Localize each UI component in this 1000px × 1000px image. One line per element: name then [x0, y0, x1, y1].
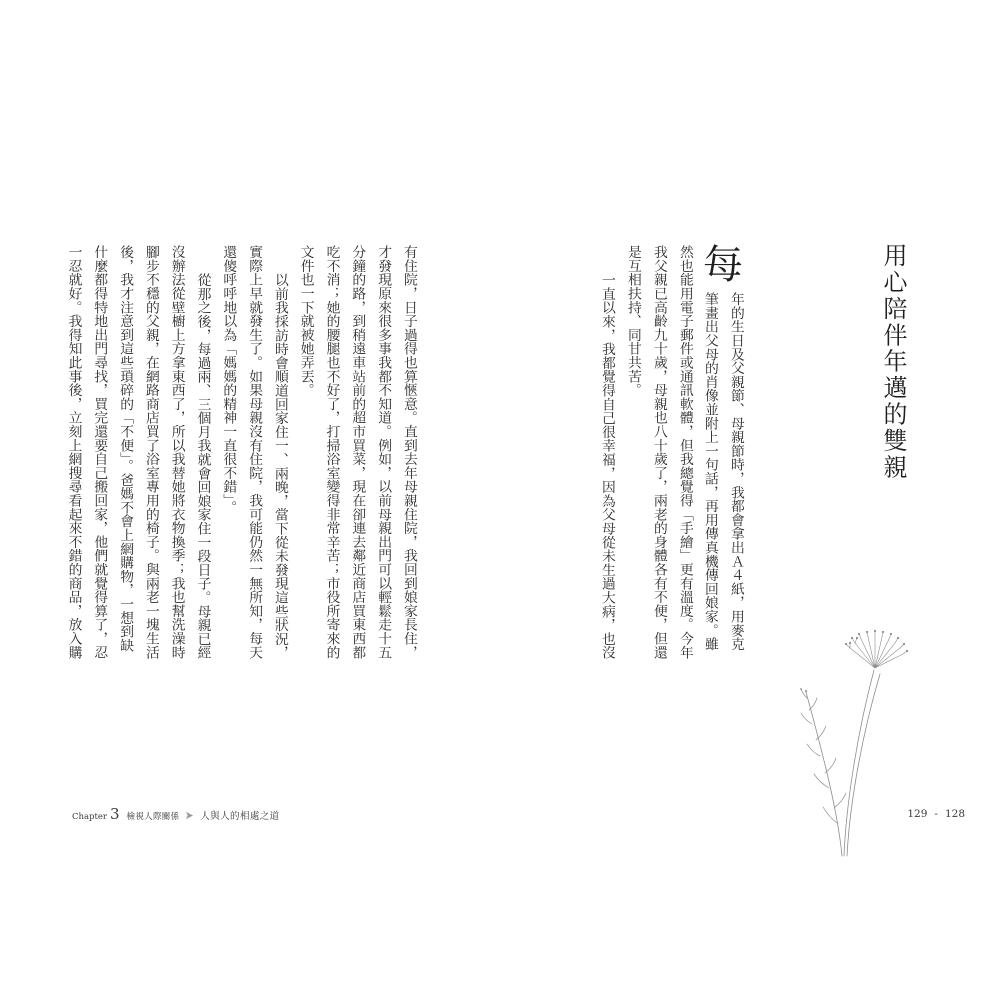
plant-leaves	[801, 689, 846, 823]
text-column: 從那之後，每過兩、三個月我就會回娘家住一段日子。母親已經	[194, 272, 211, 659]
text-column: 分鐘的路，到稍遠車站前的超市買菜，現在卻連去鄰近商店買東西都	[349, 245, 366, 659]
text-column: 什麼都得特地出門尋找，買完還要自己搬回家，他們就覺得算了，忍	[91, 245, 108, 659]
section-title: 檢視人際關係	[126, 812, 180, 822]
chapter-label: Chapter	[72, 812, 107, 822]
plant-umbel	[846, 631, 907, 668]
page-numbers	[907, 808, 965, 824]
text-column: 還傻呼呼地以為「媽媽的精神一直很不錯」。	[220, 245, 237, 515]
subsection-title: 人與人的相處之道	[200, 811, 280, 822]
text-column: 筆畫出父母的肖像並附上一句話，再用傳真機傳回娘家。雖	[701, 292, 718, 651]
text-column: 後，我才注意到這些瑣碎的「不便」。爸媽不會上網購物，一想到缺	[117, 245, 134, 653]
running-footer	[72, 805, 280, 825]
right-page	[500, 0, 1000, 1000]
drop-cap: 每	[703, 242, 743, 288]
chapter-number: 3	[110, 805, 120, 823]
text-column: 腳步不穩的父親，在網路商店買了浴室專用的椅子。與兩老一塊生活	[142, 245, 159, 659]
dill-plant-illustration	[780, 628, 910, 858]
chapter-title: 用心陪伴年邁的雙親	[879, 243, 907, 481]
plant-buds	[800, 630, 908, 692]
text-column: 吃不消；她的腰腿也不好了，打掃浴室變得非常辛苦；市役所寄來的	[323, 245, 340, 659]
page-number-separator: -	[934, 808, 938, 820]
text-column: 以前我採訪時會順道回家住一、兩晚，當下從未發現這些狀況，	[271, 272, 288, 659]
text-column: 實際上早就發生了。如果母親沒有住院，我可能仍然一無所知，每天	[246, 245, 263, 659]
text-column: 然也能用電子郵件或通訊軟體，但我總覺得「手繪」更有溫度。今年	[676, 245, 693, 659]
page-number-right: 128	[944, 808, 965, 820]
text-column: 一直以來，我都覺得自己很幸福，因為父母從未生過大病，也沒	[598, 272, 615, 659]
text-column: 是互相扶持、同甘共苦。	[624, 245, 641, 397]
text-column: 年的生日及父親節、母親節時，我都會拿出Ａ４紙，用麥克	[727, 292, 744, 651]
text-column: 沒辦法從壁櫥上方拿東西了，所以我替她將衣物換季；我也幫洗澡時	[168, 245, 185, 659]
page-number-left: 129	[907, 808, 928, 820]
text-column: 我父親已高齡九十歲，母親也八十歲了，兩老的身體各有不便，但還	[650, 245, 667, 659]
text-column: 才發現原來很多事我都不知道。例如，以前母親出門可以輕鬆走十五	[375, 245, 392, 659]
text-column: 一忍就好。我得知此事後，立刻上網搜尋看起來不錯的商品，放入購	[65, 245, 82, 659]
text-column: 有住院，日子過得也算愜意。直到去年母親住院，我回到娘家長住，	[400, 245, 417, 659]
triangle-right-icon	[185, 811, 194, 820]
text-column: 文件也一下就被她弄丟。	[297, 245, 314, 397]
